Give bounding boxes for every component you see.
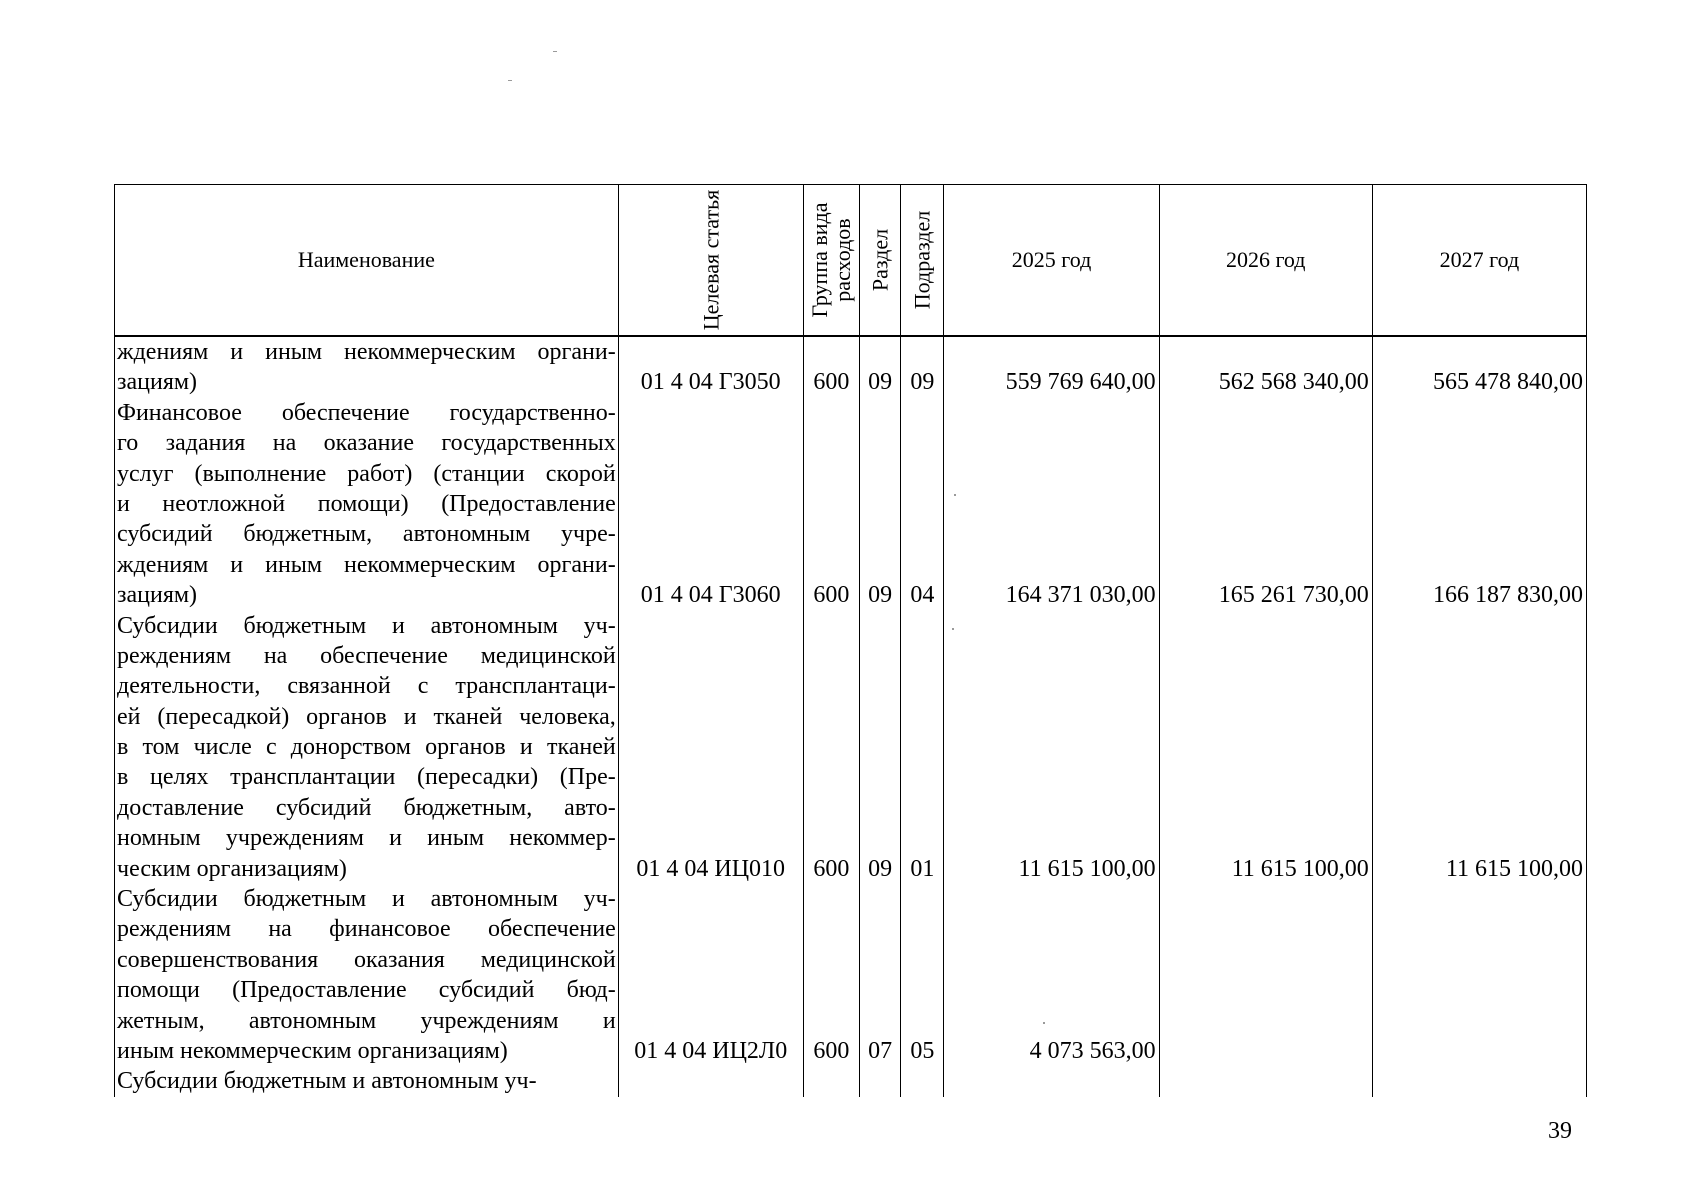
name-line: Субсидии бюджетным и автономным уч- (117, 1068, 537, 1095)
name-line: совершенствования оказания медицинской (117, 946, 616, 973)
expense-group-cell (803, 1066, 859, 1096)
name-line: номным учреждениям и иным некоммер- (117, 825, 616, 852)
target-article-value: 01 4 04 ИЦ010 (636, 855, 786, 882)
amount-2027-value (1373, 1036, 1586, 1066)
expense-group-value: 600 (813, 582, 850, 609)
subsection-cell (901, 884, 944, 1066)
amount-2026-cell (1159, 336, 1372, 398)
amount-2025-cell (944, 398, 1159, 611)
header-year-2027: 2027 год (1372, 185, 1586, 337)
name-line: и неотложной помощи) (Предоставление (117, 490, 616, 517)
target-article-cell (618, 611, 803, 885)
amount-2027-cell (1372, 336, 1586, 398)
amount-2025-cell (944, 884, 1159, 1066)
name-line: деятельности, связанной с трансплантаци- (117, 673, 616, 700)
amount-2026-cell (1159, 884, 1372, 1066)
table-row (115, 611, 1587, 885)
header-name: Наименование (115, 185, 619, 337)
name-line: ждениям и иным некоммерческим органи- (117, 551, 616, 578)
table-row (115, 336, 1587, 398)
name-line: ждениям и иным некоммерческим органи- (117, 339, 616, 365)
table-row (115, 398, 1587, 611)
name-line: зациям) (117, 582, 198, 609)
section-cell (860, 611, 901, 885)
target-article-value: 01 4 04 Г3060 (640, 582, 781, 609)
name-line: ческим организациям) (117, 855, 347, 882)
target-article-cell (618, 1066, 803, 1096)
amount-2027-value: 565 478 840,00 (1433, 369, 1583, 396)
expense-group-cell (803, 336, 859, 398)
subsection-value: 04 (910, 582, 935, 609)
header-target-article-label: Целевая статья (698, 189, 724, 331)
name-line: доставление субсидий бюджетным, авто- (117, 794, 616, 821)
name-line: в том числе с донорством органов и тканей (117, 734, 616, 761)
name-line: зациям) (117, 369, 198, 396)
expense-group-cell (803, 884, 859, 1066)
name-line: помощи (Предоставление субсидий бюд- (117, 977, 616, 1004)
header-row (115, 185, 1587, 337)
subsection-cell (901, 398, 944, 611)
target-article-cell (618, 398, 803, 611)
amount-2026-cell (1159, 611, 1372, 885)
table-row (115, 884, 1587, 1066)
section-cell (860, 398, 901, 611)
amount-2027-value: 166 187 830,00 (1433, 582, 1583, 609)
section-cell (860, 1066, 901, 1096)
expense-group-value: 600 (813, 1037, 850, 1064)
target-article-value (619, 1066, 803, 1096)
subsection-value: 01 (910, 855, 935, 882)
subsection-value: 05 (910, 1037, 935, 1064)
name-line: го задания на оказание государственных (117, 430, 616, 457)
section-value: 09 (868, 582, 893, 609)
budget-table (114, 184, 1587, 1097)
amount-2025-cell (944, 1066, 1159, 1096)
amount-2026-value: 11 615 100,00 (1231, 855, 1369, 882)
section-value: 07 (868, 1037, 893, 1064)
name-line: Субсидии бюджетным и автономным уч- (117, 886, 616, 913)
expense-group-value: 600 (813, 369, 850, 396)
name-cell (115, 398, 619, 611)
amount-2025-value (944, 1066, 1158, 1096)
scan-speck (553, 51, 557, 52)
header-expense-group-label: Группа вида расходов (807, 202, 856, 318)
header-expense-group (803, 185, 859, 337)
amount-2025-value: 164 371 030,00 (1005, 582, 1156, 609)
amount-2027-cell (1372, 398, 1586, 611)
target-article-value: 01 4 04 Г3050 (640, 369, 781, 396)
name-line: в целях трансплантации (пересадки) (Пре- (117, 764, 616, 791)
section-cell (860, 336, 901, 398)
amount-2025-cell (944, 336, 1159, 398)
section-value: 09 (868, 369, 893, 396)
name-line: реждениям на финансовое обеспечение (117, 916, 616, 943)
amount-2025-cell (944, 611, 1159, 885)
amount-2025-value: 559 769 640,00 (1005, 369, 1156, 396)
expense-group-cell (803, 398, 859, 611)
page-number: 39 (1548, 1118, 1572, 1144)
target-article-cell (618, 884, 803, 1066)
amount-2025-value: 4 073 563,00 (1029, 1037, 1156, 1064)
subsection-value (901, 1066, 943, 1096)
header-target-article (618, 185, 803, 337)
name-line: субсидий бюджетным, автономным учре- (117, 521, 616, 548)
target-article-value: 01 4 04 ИЦ2Л0 (634, 1037, 788, 1064)
amount-2027-value: 11 615 100,00 (1445, 855, 1583, 882)
section-cell (860, 884, 901, 1066)
amount-2025-value: 11 615 100,00 (1018, 855, 1156, 882)
header-subsection (901, 185, 944, 337)
amount-2026-cell (1159, 398, 1372, 611)
amount-2026-cell (1159, 1066, 1372, 1096)
name-cell (115, 336, 619, 398)
header-year-2025: 2025 год (944, 185, 1159, 337)
name-line: Финансовое обеспечение государственно- (117, 399, 616, 426)
name-cell (115, 884, 619, 1066)
name-line: жетным, автономным учреждениям и (117, 1007, 616, 1034)
name-line: услуг (выполнение работ) (станции скорой (117, 460, 616, 487)
expense-group-value (804, 1066, 859, 1096)
amount-2026-value: 165 261 730,00 (1218, 582, 1369, 609)
amount-2026-value: 562 568 340,00 (1218, 369, 1369, 396)
amount-2026-value (1160, 1036, 1372, 1066)
table-body (115, 336, 1587, 1097)
header-section-label: Раздел (867, 228, 893, 292)
name-line: Субсидии бюджетным и автономным уч- (117, 612, 616, 639)
name-line: иным некоммерческим организациям) (117, 1037, 508, 1064)
name-line: ей (пересадкой) органов и тканей человека, (117, 703, 616, 730)
subsection-value: 09 (910, 369, 935, 396)
target-article-cell (618, 336, 803, 398)
expense-group-value: 600 (813, 855, 850, 882)
header-subsection-label: Подраздел (909, 210, 935, 310)
scan-speck (508, 80, 512, 81)
section-value (860, 1066, 900, 1096)
amount-2027-cell (1372, 884, 1586, 1066)
name-line: реждениям на обеспечение медицинской (117, 642, 616, 669)
table-row (115, 1066, 1587, 1096)
budget-table-page (114, 184, 1587, 1097)
amount-2026-value (1160, 1066, 1372, 1096)
amount-2027-cell (1372, 611, 1586, 885)
amount-2027-cell (1372, 1066, 1586, 1096)
header-section (860, 185, 901, 337)
name-cell (115, 1066, 619, 1096)
subsection-cell (901, 336, 944, 398)
header-year-2026: 2026 год (1159, 185, 1372, 337)
section-value: 09 (868, 855, 893, 882)
subsection-cell (901, 1066, 944, 1096)
name-cell (115, 611, 619, 885)
expense-group-cell (803, 611, 859, 885)
subsection-cell (901, 611, 944, 885)
amount-2027-value (1373, 1066, 1586, 1096)
